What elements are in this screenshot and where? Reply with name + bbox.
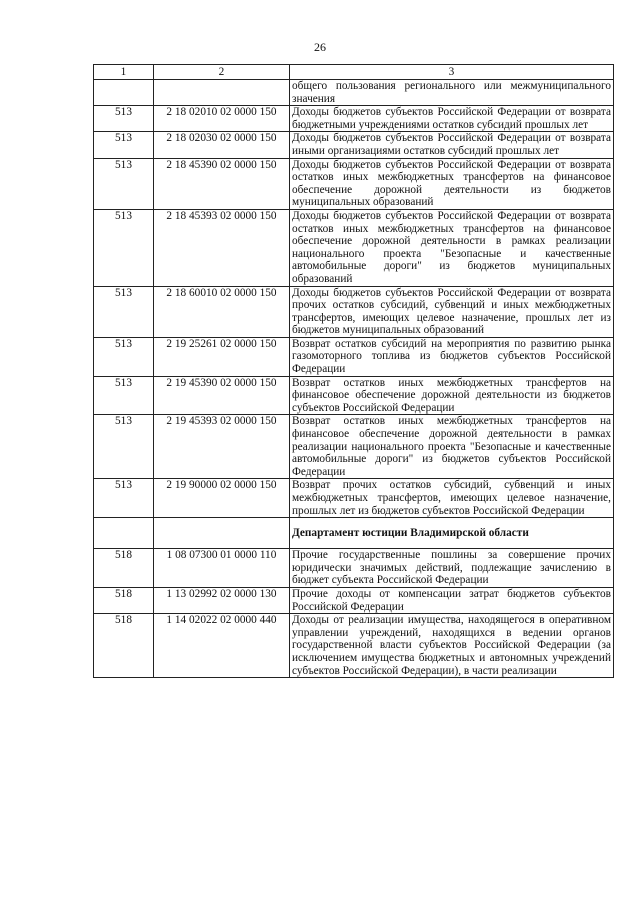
admin-code-cell: 513 (94, 479, 154, 518)
admin-code-cell: 513 (94, 286, 154, 337)
kbk-cell: 2 19 45393 02 0000 150 (154, 415, 290, 479)
description-cell: Возврат остатков иных межбюджетных трансфертов на финансовое обеспечение дорожной деятельности в рамках реализации национального проекта "Безопасные и качественные автомобильные дороги" из бюджетов субъектов Российской Федерации (290, 415, 614, 479)
admin-code-cell (94, 518, 154, 549)
column-header-kbk: 2 (154, 65, 290, 80)
kbk-cell (154, 518, 290, 549)
description-cell: Возврат прочих остатков субсидий, субвенций и иных межбюджетных трансфертов, имеющих целевое назначение, прошлых лет из бюджетов субъектов Российской Федерации (290, 479, 614, 518)
table-row (94, 376, 614, 415)
kbk-cell: 1 08 07300 01 0000 110 (154, 549, 290, 588)
table-row (94, 479, 614, 518)
description-cell: Прочие государственные пошлины за совершение прочих юридически значимых действий, подлежащие зачислению в бюджет субъекта Российской Федерации (290, 549, 614, 588)
description-cell: Доходы от реализации имущества, находящегося в оперативном управлении учреждений, находящихся в ведении органов государственной власти субъектов Российской Федерации (за исключением имущества бюджетных и автономных учреждений субъектов Российской Федерации), в части реализации (290, 614, 614, 678)
column-header-description: 3 (290, 65, 614, 80)
description-cell: Доходы бюджетов субъектов Российской Федерации от возврата остатков иных межбюджетных трансфертов на финансовое обеспечение дорожной деятельности из бюджетов муниципальных образований (290, 158, 614, 209)
kbk-cell: 2 19 25261 02 0000 150 (154, 337, 290, 376)
admin-code-cell: 513 (94, 158, 154, 209)
kbk-cell: 2 18 02030 02 0000 150 (154, 132, 290, 158)
table-row (94, 80, 614, 106)
kbk-cell: 2 18 45390 02 0000 150 (154, 158, 290, 209)
description-cell: общего пользования регионального или межмуниципального значения (290, 80, 614, 106)
kbk-cell: 2 19 90000 02 0000 150 (154, 479, 290, 518)
admin-code-cell: 513 (94, 376, 154, 415)
kbk-cell: 2 18 02010 02 0000 150 (154, 106, 290, 132)
description-cell: Прочие доходы от компенсации затрат бюджетов субъектов Российской Федерации (290, 587, 614, 613)
kbk-cell: 2 18 45393 02 0000 150 (154, 209, 290, 286)
department-heading-row (94, 518, 614, 549)
description-cell: Доходы бюджетов субъектов Российской Федерации от возврата бюджетными учреждениями остатков субсидий прошлых лет (290, 106, 614, 132)
admin-code-cell: 518 (94, 614, 154, 678)
admin-code-cell (94, 80, 154, 106)
admin-code-cell: 513 (94, 337, 154, 376)
description-cell: Доходы бюджетов субъектов Российской Федерации от возврата иными организациями остатков субсидий прошлых лет (290, 132, 614, 158)
description-cell: Возврат остатков субсидий на мероприятия по развитию рынка газомоторного топлива из бюджетов субъектов Российской Федерации (290, 337, 614, 376)
table-row (94, 106, 614, 132)
kbk-cell: 1 14 02022 02 0000 440 (154, 614, 290, 678)
page-number: 26 (314, 40, 326, 54)
table-row (94, 614, 614, 678)
kbk-cell: 2 19 45390 02 0000 150 (154, 376, 290, 415)
kbk-cell (154, 80, 290, 106)
admin-code-cell: 518 (94, 587, 154, 613)
kbk-cell: 2 18 60010 02 0000 150 (154, 286, 290, 337)
admin-code-cell: 513 (94, 209, 154, 286)
description-cell: Возврат остатков иных межбюджетных трансфертов на финансовое обеспечение дорожной деятельности из бюджетов субъектов Российской Федерации (290, 376, 614, 415)
description-cell: Доходы бюджетов субъектов Российской Федерации от возврата прочих остатков субсидий, субвенций и иных межбюджетных трансфертов, имеющих целевое назначение, прошлых лет из бюджетов муниципальных образований (290, 286, 614, 337)
table-row (94, 286, 614, 337)
column-header-admin-code: 1 (94, 65, 154, 80)
admin-code-cell: 513 (94, 132, 154, 158)
budget-classification-table (93, 64, 614, 678)
kbk-cell: 1 13 02992 02 0000 130 (154, 587, 290, 613)
table-row (94, 132, 614, 158)
table-row (94, 337, 614, 376)
table-row (94, 549, 614, 588)
table-row (94, 415, 614, 479)
admin-code-cell: 513 (94, 106, 154, 132)
table-row (94, 587, 614, 613)
description-cell: Доходы бюджетов субъектов Российской Федерации от возврата остатков иных межбюджетных трансфертов на финансовое обеспечение дорожной деятельности в рамках реализации национального проекта "Безопасные и качественные автомобильные дороги" из бюджетов муниципальных образований (290, 209, 614, 286)
admin-code-cell: 518 (94, 549, 154, 588)
table-row (94, 209, 614, 286)
table-header-row (94, 65, 614, 80)
department-heading: Департамент юстиции Владимирской области (290, 518, 614, 549)
admin-code-cell: 513 (94, 415, 154, 479)
table-row (94, 158, 614, 209)
